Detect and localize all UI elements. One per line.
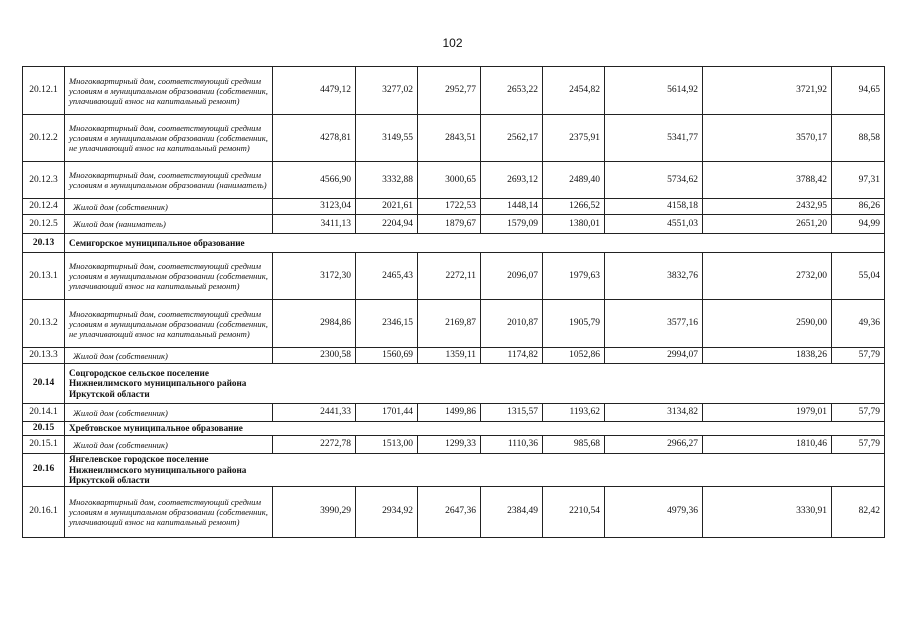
value-cell: 1110,36 — [481, 436, 543, 454]
value-cell: 2994,07 — [605, 348, 703, 364]
value-cell: 3411,13 — [273, 215, 356, 234]
value-cell: 1979,01 — [703, 404, 832, 422]
row-code: 20.13.1 — [23, 253, 65, 300]
row-description: Многоквартирный дом, соответствующий средним условиям в муниципальном образовании (собственник, уплачивающий взнос на капитальный ремонт) — [65, 253, 273, 300]
section-row — [23, 364, 885, 404]
value-cell: 49,36 — [832, 300, 885, 348]
value-cell: 3330,91 — [703, 486, 832, 537]
row-description: Жилой дом (собственник) — [65, 348, 273, 364]
value-cell: 2489,40 — [543, 162, 605, 199]
row-description: Многоквартирный дом, соответствующий средним условиям в муниципальном образовании (наниматель) — [65, 162, 273, 199]
value-cell: 1810,46 — [703, 436, 832, 454]
table-row — [23, 253, 885, 300]
value-cell: 4551,03 — [605, 215, 703, 234]
value-cell: 3577,16 — [605, 300, 703, 348]
row-code: 20.16 — [23, 454, 65, 487]
value-cell: 2441,33 — [273, 404, 356, 422]
value-cell: 1448,14 — [481, 199, 543, 215]
value-cell: 3134,82 — [605, 404, 703, 422]
value-cell: 1513,00 — [356, 436, 418, 454]
value-cell: 2966,27 — [605, 436, 703, 454]
value-cell: 55,04 — [832, 253, 885, 300]
row-code: 20.16.1 — [23, 486, 65, 537]
section-title: Хребтовское муниципальное образование — [65, 422, 885, 436]
value-cell: 94,99 — [832, 215, 885, 234]
row-description: Жилой дом (собственник) — [65, 404, 273, 422]
value-cell: 97,31 — [832, 162, 885, 199]
row-description: Многоквартирный дом, соответствующий средним условиям в муниципальном образовании (собственник, не уплачивающий взнос на капитальный ремонт) — [65, 300, 273, 348]
table-row — [23, 215, 885, 234]
value-cell: 1174,82 — [481, 348, 543, 364]
row-code: 20.13.2 — [23, 300, 65, 348]
value-cell: 4979,36 — [605, 486, 703, 537]
table-row — [23, 404, 885, 422]
row-description: Многоквартирный дом, соответствующий средним условиям в муниципальном образовании (собственник, не уплачивающий взнос на капитальный ремонт) — [65, 115, 273, 162]
row-code: 20.12.5 — [23, 215, 65, 234]
value-cell: 2204,94 — [356, 215, 418, 234]
value-cell: 2465,43 — [356, 253, 418, 300]
value-cell: 4566,90 — [273, 162, 356, 199]
row-code: 20.14.1 — [23, 404, 65, 422]
value-cell: 3149,55 — [356, 115, 418, 162]
value-cell: 2984,86 — [273, 300, 356, 348]
value-cell: 2590,00 — [703, 300, 832, 348]
row-code: 20.12.4 — [23, 199, 65, 215]
value-cell: 2300,58 — [273, 348, 356, 364]
value-cell: 2272,78 — [273, 436, 356, 454]
value-cell: 985,68 — [543, 436, 605, 454]
row-description: Жилой дом (наниматель) — [65, 215, 273, 234]
page-number: 102 — [442, 36, 463, 50]
section-row — [23, 422, 885, 436]
value-cell: 3990,29 — [273, 486, 356, 537]
table-row — [23, 115, 885, 162]
row-description: Жилой дом (собственник) — [65, 436, 273, 454]
value-cell: 4158,18 — [605, 199, 703, 215]
row-code: 20.13 — [23, 234, 65, 253]
value-cell: 2562,17 — [481, 115, 543, 162]
value-cell: 2651,20 — [703, 215, 832, 234]
value-cell: 5734,62 — [605, 162, 703, 199]
value-cell: 4479,12 — [273, 67, 356, 115]
value-cell: 86,26 — [832, 199, 885, 215]
row-description: Многоквартирный дом, соответствующий средним условиям в муниципальном образовании (собственник, уплачивающий взнос на капитальный ремонт) — [65, 486, 273, 537]
value-cell: 2021,61 — [356, 199, 418, 215]
value-cell: 2843,51 — [418, 115, 481, 162]
value-cell: 3788,42 — [703, 162, 832, 199]
table-row — [23, 436, 885, 454]
value-cell: 1701,44 — [356, 404, 418, 422]
value-cell: 2272,11 — [418, 253, 481, 300]
row-description: Жилой дом (собственник) — [65, 199, 273, 215]
value-cell: 1979,63 — [543, 253, 605, 300]
value-cell: 4278,81 — [273, 115, 356, 162]
value-cell: 3123,04 — [273, 199, 356, 215]
value-cell: 1380,01 — [543, 215, 605, 234]
section-row — [23, 234, 885, 253]
value-cell: 5614,92 — [605, 67, 703, 115]
value-cell: 57,79 — [832, 436, 885, 454]
row-code: 20.13.3 — [23, 348, 65, 364]
value-cell: 2169,87 — [418, 300, 481, 348]
value-cell: 2432,95 — [703, 199, 832, 215]
row-code: 20.12.3 — [23, 162, 65, 199]
value-cell: 2454,82 — [543, 67, 605, 115]
value-cell: 3332,88 — [356, 162, 418, 199]
table-row — [23, 348, 885, 364]
table-body — [23, 67, 885, 538]
table-row — [23, 300, 885, 348]
value-cell: 3721,92 — [703, 67, 832, 115]
value-cell: 3832,76 — [605, 253, 703, 300]
value-cell: 88,58 — [832, 115, 885, 162]
table-row — [23, 162, 885, 199]
value-cell: 1299,33 — [418, 436, 481, 454]
value-cell: 3570,17 — [703, 115, 832, 162]
value-cell: 2210,54 — [543, 486, 605, 537]
value-cell: 2375,91 — [543, 115, 605, 162]
section-title: Янгелевское городское поселение Нижнеилимского муниципального района Иркутской области — [65, 454, 885, 487]
value-cell: 1266,52 — [543, 199, 605, 215]
section-title: Соцгородское сельское поселение Нижнеилимского муниципального района Иркутской области — [65, 364, 885, 404]
value-cell: 2732,00 — [703, 253, 832, 300]
value-cell: 3172,30 — [273, 253, 356, 300]
value-cell: 1052,86 — [543, 348, 605, 364]
value-cell: 2010,87 — [481, 300, 543, 348]
value-cell: 1905,79 — [543, 300, 605, 348]
value-cell: 1560,69 — [356, 348, 418, 364]
value-cell: 1722,53 — [418, 199, 481, 215]
section-row — [23, 454, 885, 487]
value-cell: 2346,15 — [356, 300, 418, 348]
value-cell: 82,42 — [832, 486, 885, 537]
table-row — [23, 67, 885, 115]
value-cell: 2384,49 — [481, 486, 543, 537]
table-row — [23, 486, 885, 537]
value-cell: 2653,22 — [481, 67, 543, 115]
value-cell: 2647,36 — [418, 486, 481, 537]
value-cell: 2934,92 — [356, 486, 418, 537]
value-cell: 57,79 — [832, 348, 885, 364]
value-cell: 57,79 — [832, 404, 885, 422]
value-cell: 94,65 — [832, 67, 885, 115]
value-cell: 1579,09 — [481, 215, 543, 234]
value-cell: 1879,67 — [418, 215, 481, 234]
row-code: 20.15.1 — [23, 436, 65, 454]
row-description: Многоквартирный дом, соответствующий средним условиям в муниципальном образовании (собственник, уплачивающий взнос на капитальный ремонт) — [65, 67, 273, 115]
table-row — [23, 199, 885, 215]
row-code: 20.12.1 — [23, 67, 65, 115]
value-cell: 5341,77 — [605, 115, 703, 162]
value-cell: 2096,07 — [481, 253, 543, 300]
value-cell: 1499,86 — [418, 404, 481, 422]
value-cell: 1315,57 — [481, 404, 543, 422]
value-cell: 2693,12 — [481, 162, 543, 199]
tariff-table — [22, 66, 885, 538]
value-cell: 2952,77 — [418, 67, 481, 115]
section-title: Семигорское муниципальное образование — [65, 234, 885, 253]
row-code: 20.14 — [23, 364, 65, 404]
value-cell: 1193,62 — [543, 404, 605, 422]
value-cell: 1838,26 — [703, 348, 832, 364]
row-code: 20.15 — [23, 422, 65, 436]
value-cell: 1359,11 — [418, 348, 481, 364]
row-code: 20.12.2 — [23, 115, 65, 162]
value-cell: 3000,65 — [418, 162, 481, 199]
value-cell: 3277,02 — [356, 67, 418, 115]
